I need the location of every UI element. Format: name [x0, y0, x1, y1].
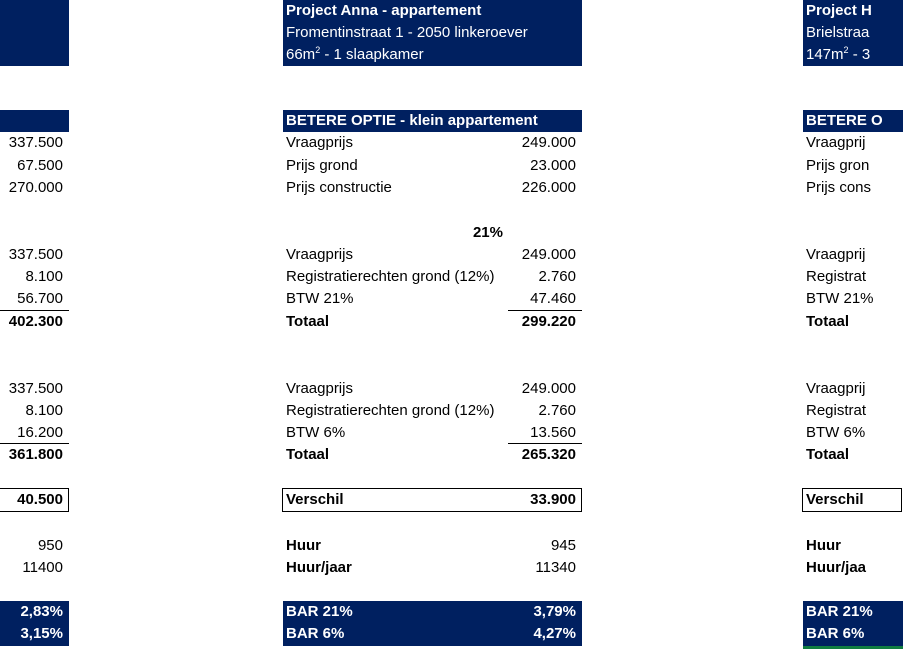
calc6-total-row — [283, 444, 582, 466]
row-label: Totaal — [806, 446, 850, 463]
calc21-row — [283, 244, 582, 266]
project-size-text — [286, 44, 424, 66]
left-row-prijs-constructie — [0, 177, 69, 199]
row-label: Totaal — [286, 313, 330, 330]
left-row-huur — [0, 535, 69, 557]
row-value: 249.000 — [521, 380, 576, 397]
row-label: BTW 21% — [806, 290, 874, 307]
left-value: 3,15% — [20, 625, 63, 642]
calc6-row — [283, 378, 582, 400]
huur-row — [283, 535, 582, 557]
row-label: Registratierechten grond (12%) — [286, 268, 495, 285]
row-value: 945 — [550, 537, 576, 554]
right-header — [803, 0, 903, 66]
row-label: Huur/jaa — [806, 559, 867, 576]
row-label: BTW 6% — [806, 424, 866, 441]
calc6-row — [283, 422, 582, 444]
left-value: 40.500 — [17, 491, 63, 508]
left-value: 56.700 — [17, 290, 63, 307]
project-title — [283, 0, 582, 22]
row-label: Huur — [286, 537, 321, 554]
left-row-bar6 — [0, 623, 69, 645]
left-header-block — [0, 0, 69, 66]
left-row-bar21 — [0, 601, 69, 623]
row-label: Vraagprij — [806, 134, 866, 151]
row-label: BTW 21% — [286, 290, 354, 307]
vat-percent-text: 21% — [472, 224, 503, 241]
left-section-header — [0, 110, 69, 132]
left-value: 8.100 — [25, 268, 63, 285]
row-label: Totaal — [286, 446, 330, 463]
right-section-header-text: BETERE O — [806, 112, 883, 129]
left-value: 337.500 — [8, 380, 63, 397]
row-value: 226.000 — [521, 179, 576, 196]
bar6-row — [283, 623, 582, 645]
row-label: Registrat — [806, 268, 867, 285]
size-suffix: - 3 — [848, 46, 871, 63]
verschil-row — [283, 489, 582, 511]
left-row-huur-jaar — [0, 557, 69, 579]
left-value: 402.300 — [8, 313, 63, 330]
project-title-text: Project Anna - appartement — [286, 2, 482, 19]
row-value: 33.900 — [530, 491, 576, 508]
right-section-header — [803, 110, 903, 132]
size-suffix: - 1 slaapkamer — [320, 46, 424, 63]
size-prefix: 66m — [286, 46, 316, 63]
row-value: 299.220 — [521, 313, 576, 330]
left-value: 11400 — [22, 559, 63, 576]
row-value: 13.560 — [530, 424, 576, 441]
project-header — [283, 0, 582, 66]
right-title-text: Project H — [806, 2, 872, 19]
right-column — [803, 0, 883, 649]
row-value: 249.000 — [521, 246, 576, 263]
left-value: 270.000 — [8, 179, 63, 196]
huur-jaar-row — [283, 557, 582, 579]
left-value: 8.100 — [25, 402, 63, 419]
row-label: Prijs grond — [286, 157, 358, 174]
left-row-vraagprijs-21 — [0, 244, 69, 266]
row-label: Prijs constructie — [286, 179, 392, 196]
left-value: 950 — [37, 537, 63, 554]
project-address-text: Fromentinstraat 1 - 2050 linkeroever — [286, 24, 528, 41]
left-value: 2,83% — [20, 603, 63, 620]
row-label: Huur — [806, 537, 841, 554]
row-label: BAR 6% — [806, 625, 865, 642]
section-header-text: BETERE OPTIE - klein appartement — [286, 112, 538, 129]
left-value: 67.500 — [17, 157, 63, 174]
left-row-vraagprijs — [0, 132, 69, 154]
row-value: 3,79% — [533, 603, 576, 620]
row-value: 23.000 — [530, 157, 576, 174]
row-label: Vraagprijs — [286, 134, 353, 151]
left-value: 337.500 — [8, 134, 63, 151]
left-row-registratie-21 — [0, 266, 69, 288]
row-label: Vraagprijs — [286, 246, 353, 263]
size-sup: 2 — [315, 45, 321, 55]
row-label: Vraagprij — [806, 380, 866, 397]
row-value: 4,27% — [533, 625, 576, 642]
left-row-btw-21 — [0, 288, 69, 310]
size-prefix: 147m — [806, 46, 844, 63]
right-size-text — [806, 44, 870, 66]
row-label: Registratierechten grond (12%) — [286, 402, 495, 419]
right-address-text: Brielstraa — [806, 24, 870, 41]
left-value: 337.500 — [8, 246, 63, 263]
row-label: Verschil — [806, 491, 864, 508]
row-label: Registrat — [806, 402, 867, 419]
row-value: 249.000 — [521, 134, 576, 151]
project-size — [283, 44, 582, 66]
left-row-btw-6 — [0, 422, 69, 444]
left-row-registratie-6 — [0, 400, 69, 422]
price-row — [283, 155, 582, 177]
row-label: BAR 21% — [286, 603, 353, 620]
row-label: Totaal — [806, 313, 850, 330]
left-row-verschil — [0, 489, 69, 511]
row-label: BAR 21% — [806, 603, 873, 620]
row-label: Prijs gron — [806, 157, 870, 174]
row-label: BAR 6% — [286, 625, 345, 642]
row-value: 265.320 — [521, 446, 576, 463]
calc21-row — [283, 266, 582, 288]
project-address — [283, 22, 582, 44]
left-value: 361.800 — [8, 446, 63, 463]
left-row-totaal-21 — [0, 311, 69, 333]
vat-percent-label — [283, 222, 509, 244]
price-row — [283, 132, 582, 154]
section-header — [283, 110, 582, 132]
row-value: 47.460 — [530, 290, 576, 307]
left-row-prijs-grond — [0, 155, 69, 177]
row-value: 2.760 — [538, 268, 576, 285]
calc21-row — [283, 288, 582, 310]
left-value: 16.200 — [17, 424, 63, 441]
row-label: Vraagprijs — [286, 380, 353, 397]
left-row-totaal-6 — [0, 444, 69, 466]
row-label: BTW 6% — [286, 424, 346, 441]
calc21-total-row — [283, 311, 582, 333]
row-label: Verschil — [286, 491, 344, 508]
bar21-row — [283, 601, 582, 623]
row-label: Vraagprij — [806, 246, 866, 263]
left-row-vraagprijs-6 — [0, 378, 69, 400]
row-value: 11340 — [535, 559, 576, 576]
size-sup: 2 — [843, 45, 849, 55]
row-label: Prijs cons — [806, 179, 872, 196]
row-label: Huur/jaar — [286, 559, 352, 576]
calc6-row — [283, 400, 582, 422]
row-value: 2.760 — [538, 402, 576, 419]
price-row — [283, 177, 582, 199]
